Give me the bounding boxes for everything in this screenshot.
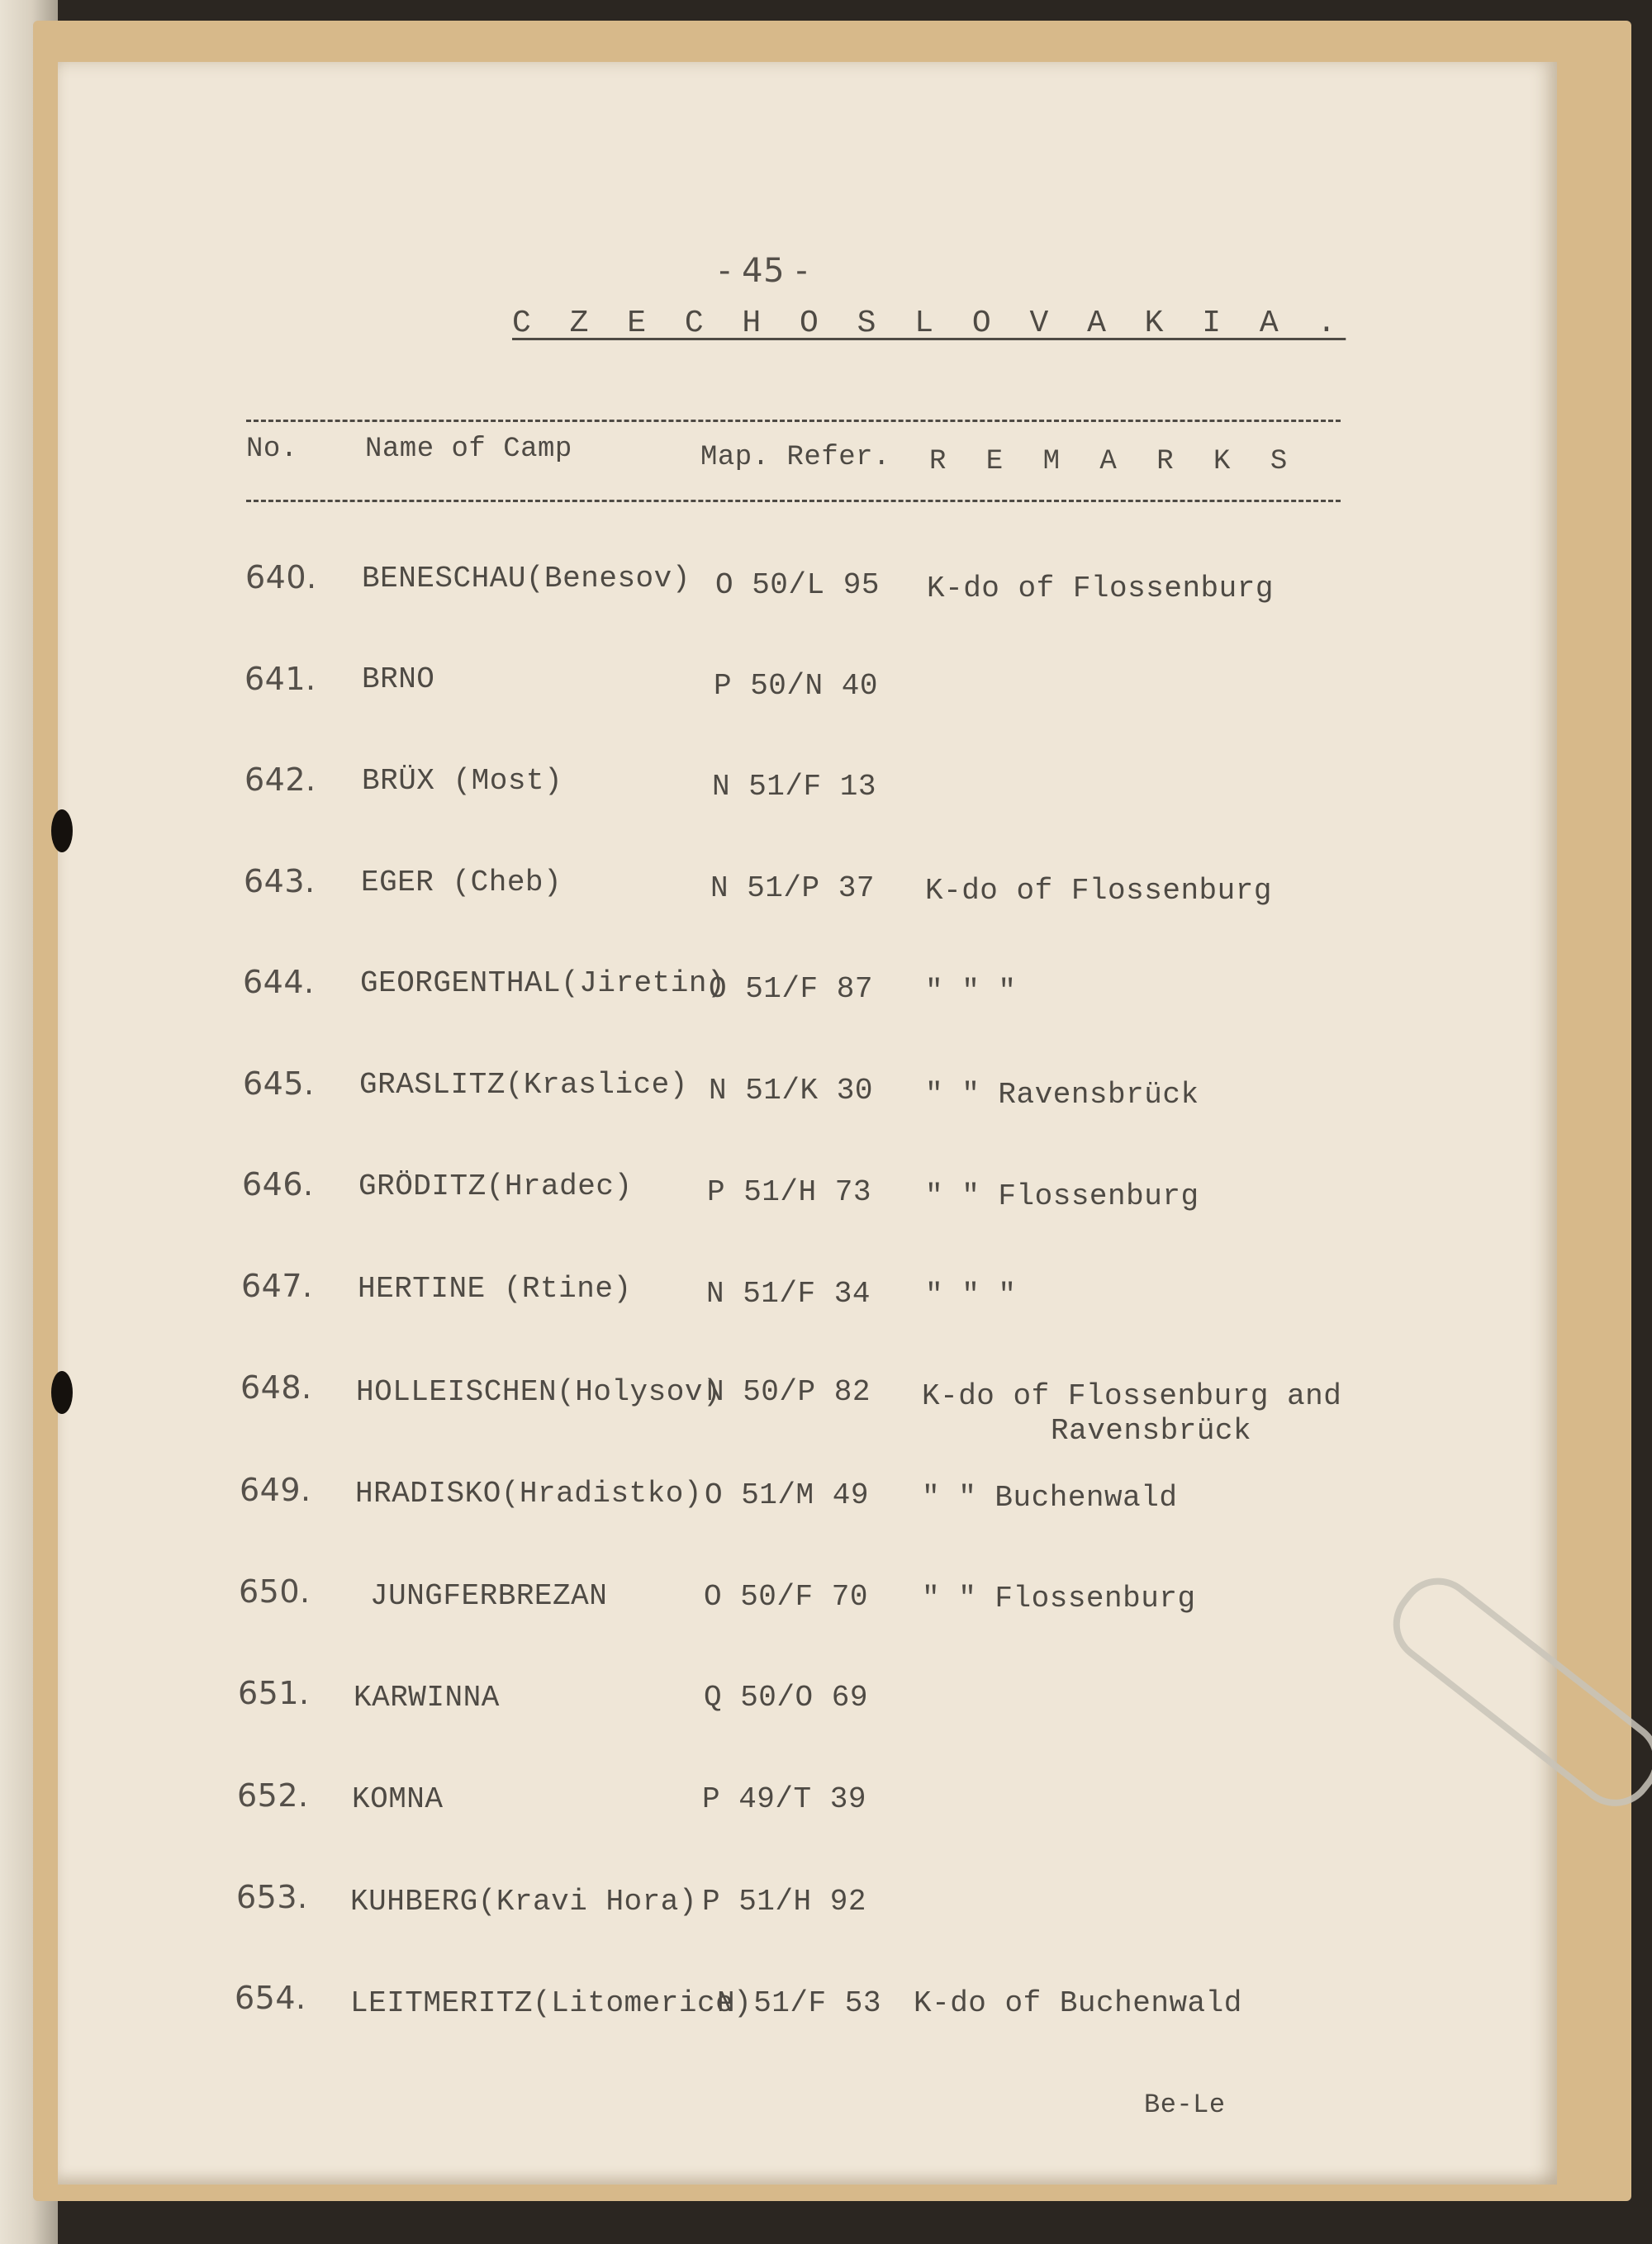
map-reference: O 50/F 70	[704, 1580, 868, 1614]
column-header-remarks: R E M A R K S	[929, 446, 1299, 477]
camp-name: BRNO	[362, 662, 435, 696]
row-number: 649.	[240, 1472, 311, 1508]
row-number: 652.	[237, 1777, 309, 1814]
map-reference: O 50/L 95	[715, 568, 880, 602]
camp-name: JUNGFERBREZAN	[370, 1579, 608, 1613]
camp-name: HOLLEISCHEN(Holysov)	[356, 1375, 722, 1409]
map-reference: N 51/F 13	[712, 770, 876, 804]
header-rule	[246, 500, 1341, 502]
map-reference: N 51/K 30	[709, 1074, 873, 1108]
remarks: " " "	[925, 1279, 1017, 1312]
row-number: 645.	[243, 1065, 315, 1102]
camp-name: KARWINNA	[354, 1681, 500, 1715]
map-reference: N 51/F 34	[706, 1277, 871, 1311]
page-title: C Z E C H O S L O V A K I A .	[512, 306, 1346, 341]
remarks: K-do of Flossenburg	[927, 572, 1274, 605]
row-number: 648.	[240, 1369, 312, 1406]
row-number: 642.	[244, 761, 316, 798]
page-number: - 45 -	[719, 252, 809, 290]
row-number: 653.	[236, 1879, 308, 1915]
map-reference: O 51/M 49	[705, 1478, 869, 1512]
map-reference: N 51/F 53	[717, 1986, 881, 2020]
remarks: " " "	[925, 975, 1017, 1008]
map-reference: P 49/T 39	[702, 1782, 866, 1816]
remarks: K-do of Flossenburg and	[922, 1379, 1342, 1413]
punch-hole	[51, 1371, 73, 1414]
remarks: " " Flossenburg	[925, 1179, 1199, 1213]
row-number: 640.	[245, 559, 317, 595]
remarks: K-do of Flossenburg	[925, 874, 1272, 908]
column-header-name: Name of Camp	[365, 434, 572, 465]
camp-name: HRADISKO(Hradistko)	[355, 1477, 702, 1511]
camp-name: BENESCHAU(Benesov)	[362, 562, 691, 595]
remarks: " " Ravensbrück	[925, 1078, 1199, 1112]
row-number: 641.	[244, 661, 316, 697]
document-page	[58, 62, 1557, 2185]
camp-name: LEITMERITZ(Litomerice)	[350, 1986, 752, 2020]
map-reference: N 50/P 82	[706, 1375, 871, 1409]
remarks: " " Flossenburg	[922, 1582, 1196, 1615]
top-rule	[246, 420, 1341, 422]
column-header-map: Map. Refer.	[700, 442, 890, 473]
remarks: " " Buchenwald	[922, 1481, 1178, 1515]
column-header-no: No.	[246, 434, 298, 465]
row-number: 646.	[242, 1166, 314, 1203]
row-number: 650.	[239, 1573, 311, 1610]
row-number: 654.	[235, 1980, 306, 2016]
camp-name: BRÜX (Most)	[362, 764, 563, 798]
camp-name: HERTINE (Rtine)	[358, 1272, 632, 1306]
row-number: 651.	[238, 1675, 310, 1711]
row-number: 644.	[243, 964, 315, 1000]
footer-reference: Be-Le	[1144, 2090, 1226, 2120]
map-reference: Q 50/O 69	[704, 1681, 868, 1715]
camp-name: KOMNA	[352, 1782, 444, 1816]
map-reference: P 50/N 40	[714, 669, 878, 703]
map-reference: N 51/P 37	[710, 871, 875, 905]
camp-name: GRASLITZ(Kraslice)	[359, 1068, 688, 1102]
remarks: K-do of Buchenwald	[914, 1986, 1242, 2020]
map-reference: P 51/H 92	[702, 1885, 866, 1919]
camp-name: EGER (Cheb)	[361, 866, 563, 899]
remarks-continued: Ravensbrück	[1051, 1414, 1252, 1448]
row-number: 643.	[244, 863, 316, 899]
camp-name: GEORGENTHAL(Jiretin)	[360, 966, 726, 1000]
camp-name: KUHBERG(Kravi Hora)	[350, 1885, 697, 1919]
punch-hole	[51, 809, 73, 852]
row-number: 647.	[241, 1268, 313, 1304]
map-reference: O 51/F 87	[709, 972, 873, 1006]
map-reference: P 51/H 73	[707, 1175, 871, 1209]
camp-name: GRÖDITZ(Hradec)	[358, 1169, 633, 1203]
